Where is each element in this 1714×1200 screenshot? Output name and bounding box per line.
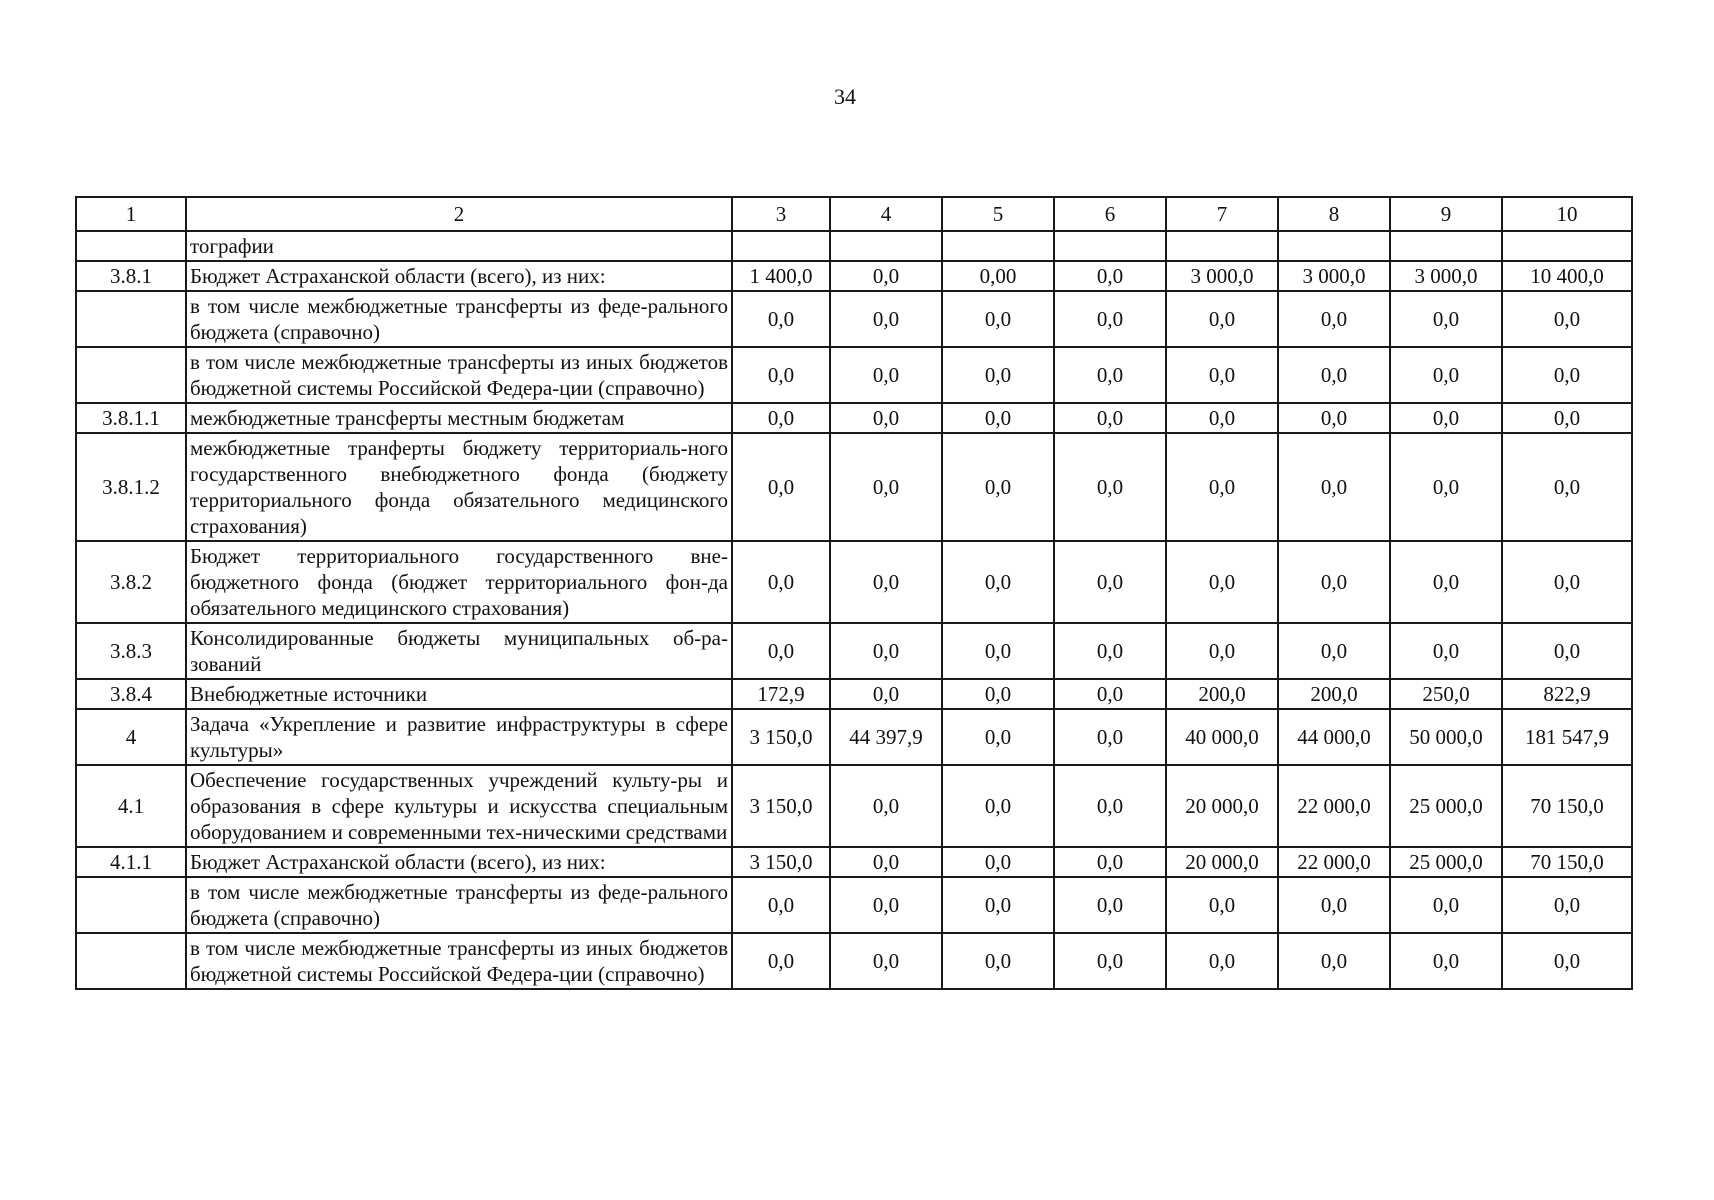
- value-cell-col-10: 10 400,0: [1502, 261, 1632, 291]
- value-cell-col-9: 0,0: [1390, 347, 1502, 403]
- value-cell-col-8: 0,0: [1278, 933, 1390, 989]
- value-cell-col-10: 0,0: [1502, 541, 1632, 623]
- value-cell-col-3: 0,0: [732, 347, 830, 403]
- table-row: [76, 403, 1632, 433]
- value-cell-col-7: [1166, 231, 1278, 261]
- column-header-1: 1: [76, 197, 186, 231]
- value-cell-col-10: 0,0: [1502, 933, 1632, 989]
- value-cell-col-7: 0,0: [1166, 541, 1278, 623]
- row-description: тографии: [186, 231, 732, 261]
- value-cell-col-3: 0,0: [732, 933, 830, 989]
- row-description: в том числе межбюджетные трансферты из феде-рального бюджета (справочно): [186, 877, 732, 933]
- value-cell-col-8: 22 000,0: [1278, 765, 1390, 847]
- table-body: [76, 231, 1632, 989]
- value-cell-col-3: 0,0: [732, 541, 830, 623]
- row-description: Обеспечение государственных учреждений культу-ры и образования в сфере культуры и искусства специальным оборудованием и современными тех-ническими средствами: [186, 765, 732, 847]
- value-cell-col-3: [732, 231, 830, 261]
- value-cell-col-5: 0,0: [942, 709, 1054, 765]
- value-cell-col-6: 0,0: [1054, 261, 1166, 291]
- page-number: 34: [834, 84, 856, 109]
- row-code: 4.1.1: [76, 847, 186, 877]
- value-cell-col-3: 3 150,0: [732, 709, 830, 765]
- column-header-10: 10: [1502, 197, 1632, 231]
- table-row: [76, 623, 1632, 679]
- row-code: [76, 933, 186, 989]
- value-cell-col-6: 0,0: [1054, 765, 1166, 847]
- value-cell-col-4: 0,0: [830, 679, 942, 709]
- value-cell-col-10: 0,0: [1502, 433, 1632, 541]
- value-cell-col-10: 0,0: [1502, 403, 1632, 433]
- value-cell-col-10: 0,0: [1502, 877, 1632, 933]
- column-header-2: 2: [186, 197, 732, 231]
- value-cell-col-9: [1390, 231, 1502, 261]
- table-row: [76, 347, 1632, 403]
- row-code: [76, 291, 186, 347]
- value-cell-col-3: 0,0: [732, 877, 830, 933]
- value-cell-col-10: 0,0: [1502, 623, 1632, 679]
- value-cell-col-8: 0,0: [1278, 541, 1390, 623]
- value-cell-col-5: 0,0: [942, 433, 1054, 541]
- row-description: Бюджет Астраханской области (всего), из них:: [186, 261, 732, 291]
- value-cell-col-10: 70 150,0: [1502, 847, 1632, 877]
- column-header-9: 9: [1390, 197, 1502, 231]
- value-cell-col-9: 50 000,0: [1390, 709, 1502, 765]
- header-row: [76, 197, 1632, 231]
- value-cell-col-3: 172,9: [732, 679, 830, 709]
- value-cell-col-7: 3 000,0: [1166, 261, 1278, 291]
- value-cell-col-9: 0,0: [1390, 433, 1502, 541]
- value-cell-col-9: 0,0: [1390, 541, 1502, 623]
- value-cell-col-4: 0,0: [830, 433, 942, 541]
- value-cell-col-4: 44 397,9: [830, 709, 942, 765]
- value-cell-col-8: 0,0: [1278, 291, 1390, 347]
- row-code: 3.8.2: [76, 541, 186, 623]
- column-header-6: 6: [1054, 197, 1166, 231]
- value-cell-col-8: 3 000,0: [1278, 261, 1390, 291]
- value-cell-col-6: 0,0: [1054, 877, 1166, 933]
- value-cell-col-8: 0,0: [1278, 623, 1390, 679]
- value-cell-col-10: 0,0: [1502, 291, 1632, 347]
- budget-table: [75, 196, 1633, 990]
- value-cell-col-4: 0,0: [830, 765, 942, 847]
- row-description: Консолидированные бюджеты муниципальных об-ра-зований: [186, 623, 732, 679]
- value-cell-col-7: 0,0: [1166, 433, 1278, 541]
- row-description: в том числе межбюджетные трансферты из иных бюджетов бюджетной системы Российской Федера-ции (справочно): [186, 347, 732, 403]
- value-cell-col-4: 0,0: [830, 291, 942, 347]
- value-cell-col-6: 0,0: [1054, 541, 1166, 623]
- value-cell-col-5: 0,0: [942, 765, 1054, 847]
- value-cell-col-6: 0,0: [1054, 623, 1166, 679]
- value-cell-col-8: 0,0: [1278, 347, 1390, 403]
- value-cell-col-5: 0,0: [942, 291, 1054, 347]
- value-cell-col-8: 0,0: [1278, 403, 1390, 433]
- value-cell-col-6: 0,0: [1054, 679, 1166, 709]
- value-cell-col-4: 0,0: [830, 403, 942, 433]
- table-row: [76, 541, 1632, 623]
- value-cell-col-7: 20 000,0: [1166, 847, 1278, 877]
- value-cell-col-6: 0,0: [1054, 709, 1166, 765]
- value-cell-col-7: 0,0: [1166, 933, 1278, 989]
- value-cell-col-6: 0,0: [1054, 933, 1166, 989]
- table-row: [76, 679, 1632, 709]
- value-cell-col-9: 3 000,0: [1390, 261, 1502, 291]
- row-code: 3.8.1.2: [76, 433, 186, 541]
- row-description: Задача «Укрепление и развитие инфраструктуры в сфере культуры»: [186, 709, 732, 765]
- value-cell-col-8: 0,0: [1278, 433, 1390, 541]
- value-cell-col-6: 0,0: [1054, 847, 1166, 877]
- table-row: [76, 765, 1632, 847]
- value-cell-col-5: 0,0: [942, 623, 1054, 679]
- column-header-8: 8: [1278, 197, 1390, 231]
- value-cell-col-9: 0,0: [1390, 623, 1502, 679]
- value-cell-col-6: [1054, 231, 1166, 261]
- value-cell-col-9: 0,0: [1390, 933, 1502, 989]
- value-cell-col-7: 0,0: [1166, 623, 1278, 679]
- table-row: [76, 433, 1632, 541]
- value-cell-col-5: 0,0: [942, 933, 1054, 989]
- value-cell-col-10: 70 150,0: [1502, 765, 1632, 847]
- value-cell-col-4: 0,0: [830, 877, 942, 933]
- row-code: 4: [76, 709, 186, 765]
- row-code: [76, 877, 186, 933]
- value-cell-col-7: 20 000,0: [1166, 765, 1278, 847]
- value-cell-col-7: 0,0: [1166, 877, 1278, 933]
- value-cell-col-10: 181 547,9: [1502, 709, 1632, 765]
- value-cell-col-5: [942, 231, 1054, 261]
- row-description: Бюджет территориального государственного вне-бюджетного фонда (бюджет территориального фон-да обязательного медицинского страхования): [186, 541, 732, 623]
- value-cell-col-6: 0,0: [1054, 347, 1166, 403]
- column-header-3: 3: [732, 197, 830, 231]
- table-row: [76, 847, 1632, 877]
- table-row: [76, 933, 1632, 989]
- value-cell-col-7: 0,0: [1166, 291, 1278, 347]
- value-cell-col-4: 0,0: [830, 261, 942, 291]
- value-cell-col-3: 0,0: [732, 623, 830, 679]
- value-cell-col-3: 3 150,0: [732, 765, 830, 847]
- value-cell-col-9: 25 000,0: [1390, 847, 1502, 877]
- table-header: [76, 197, 1632, 231]
- value-cell-col-9: 0,0: [1390, 877, 1502, 933]
- value-cell-col-9: 25 000,0: [1390, 765, 1502, 847]
- row-code: 3.8.1: [76, 261, 186, 291]
- row-code: [76, 347, 186, 403]
- row-description: Внебюджетные источники: [186, 679, 732, 709]
- value-cell-col-6: 0,0: [1054, 433, 1166, 541]
- value-cell-col-8: 0,0: [1278, 877, 1390, 933]
- value-cell-col-7: 0,0: [1166, 403, 1278, 433]
- row-description: межбюджетные транферты бюджету территориаль-ного государственного внебюджетного фонда (бюджету территориального фонда обязательного медицинского страхования): [186, 433, 732, 541]
- row-code: 3.8.3: [76, 623, 186, 679]
- value-cell-col-6: 0,0: [1054, 291, 1166, 347]
- column-header-4: 4: [830, 197, 942, 231]
- value-cell-col-9: 0,0: [1390, 291, 1502, 347]
- row-description: Бюджет Астраханской области (всего), из них:: [186, 847, 732, 877]
- table-row: [76, 291, 1632, 347]
- value-cell-col-5: 0,0: [942, 877, 1054, 933]
- value-cell-col-8: 22 000,0: [1278, 847, 1390, 877]
- value-cell-col-8: 200,0: [1278, 679, 1390, 709]
- value-cell-col-8: [1278, 231, 1390, 261]
- row-code: 3.8.1.1: [76, 403, 186, 433]
- row-description: в том числе межбюджетные трансферты из феде-рального бюджета (справочно): [186, 291, 732, 347]
- value-cell-col-5: 0,0: [942, 347, 1054, 403]
- table-row: [76, 709, 1632, 765]
- value-cell-col-5: 0,0: [942, 403, 1054, 433]
- row-code: 3.8.4: [76, 679, 186, 709]
- value-cell-col-7: 40 000,0: [1166, 709, 1278, 765]
- value-cell-col-5: 0,0: [942, 541, 1054, 623]
- value-cell-col-4: 0,0: [830, 347, 942, 403]
- table-row: [76, 877, 1632, 933]
- value-cell-col-4: 0,0: [830, 847, 942, 877]
- value-cell-col-10: 0,0: [1502, 347, 1632, 403]
- table-row: [76, 261, 1632, 291]
- value-cell-col-4: 0,0: [830, 623, 942, 679]
- value-cell-col-6: 0,0: [1054, 403, 1166, 433]
- value-cell-col-7: 200,0: [1166, 679, 1278, 709]
- value-cell-col-4: 0,0: [830, 933, 942, 989]
- value-cell-col-5: 0,00: [942, 261, 1054, 291]
- value-cell-col-3: 3 150,0: [732, 847, 830, 877]
- value-cell-col-10: 822,9: [1502, 679, 1632, 709]
- value-cell-col-9: 0,0: [1390, 403, 1502, 433]
- value-cell-col-3: 0,0: [732, 403, 830, 433]
- value-cell-col-3: 1 400,0: [732, 261, 830, 291]
- row-code: 4.1: [76, 765, 186, 847]
- value-cell-col-7: 0,0: [1166, 347, 1278, 403]
- value-cell-col-8: 44 000,0: [1278, 709, 1390, 765]
- value-cell-col-4: [830, 231, 942, 261]
- value-cell-col-4: 0,0: [830, 541, 942, 623]
- column-header-5: 5: [942, 197, 1054, 231]
- value-cell-col-3: 0,0: [732, 433, 830, 541]
- row-description: межбюджетные трансферты местным бюджетам: [186, 403, 732, 433]
- value-cell-col-5: 0,0: [942, 679, 1054, 709]
- value-cell-col-10: [1502, 231, 1632, 261]
- table-row: [76, 231, 1632, 261]
- value-cell-col-5: 0,0: [942, 847, 1054, 877]
- value-cell-col-3: 0,0: [732, 291, 830, 347]
- row-code: [76, 231, 186, 261]
- value-cell-col-9: 250,0: [1390, 679, 1502, 709]
- row-description: в том числе межбюджетные трансферты из иных бюджетов бюджетной системы Российской Федера-ции (справочно): [186, 933, 732, 989]
- column-header-7: 7: [1166, 197, 1278, 231]
